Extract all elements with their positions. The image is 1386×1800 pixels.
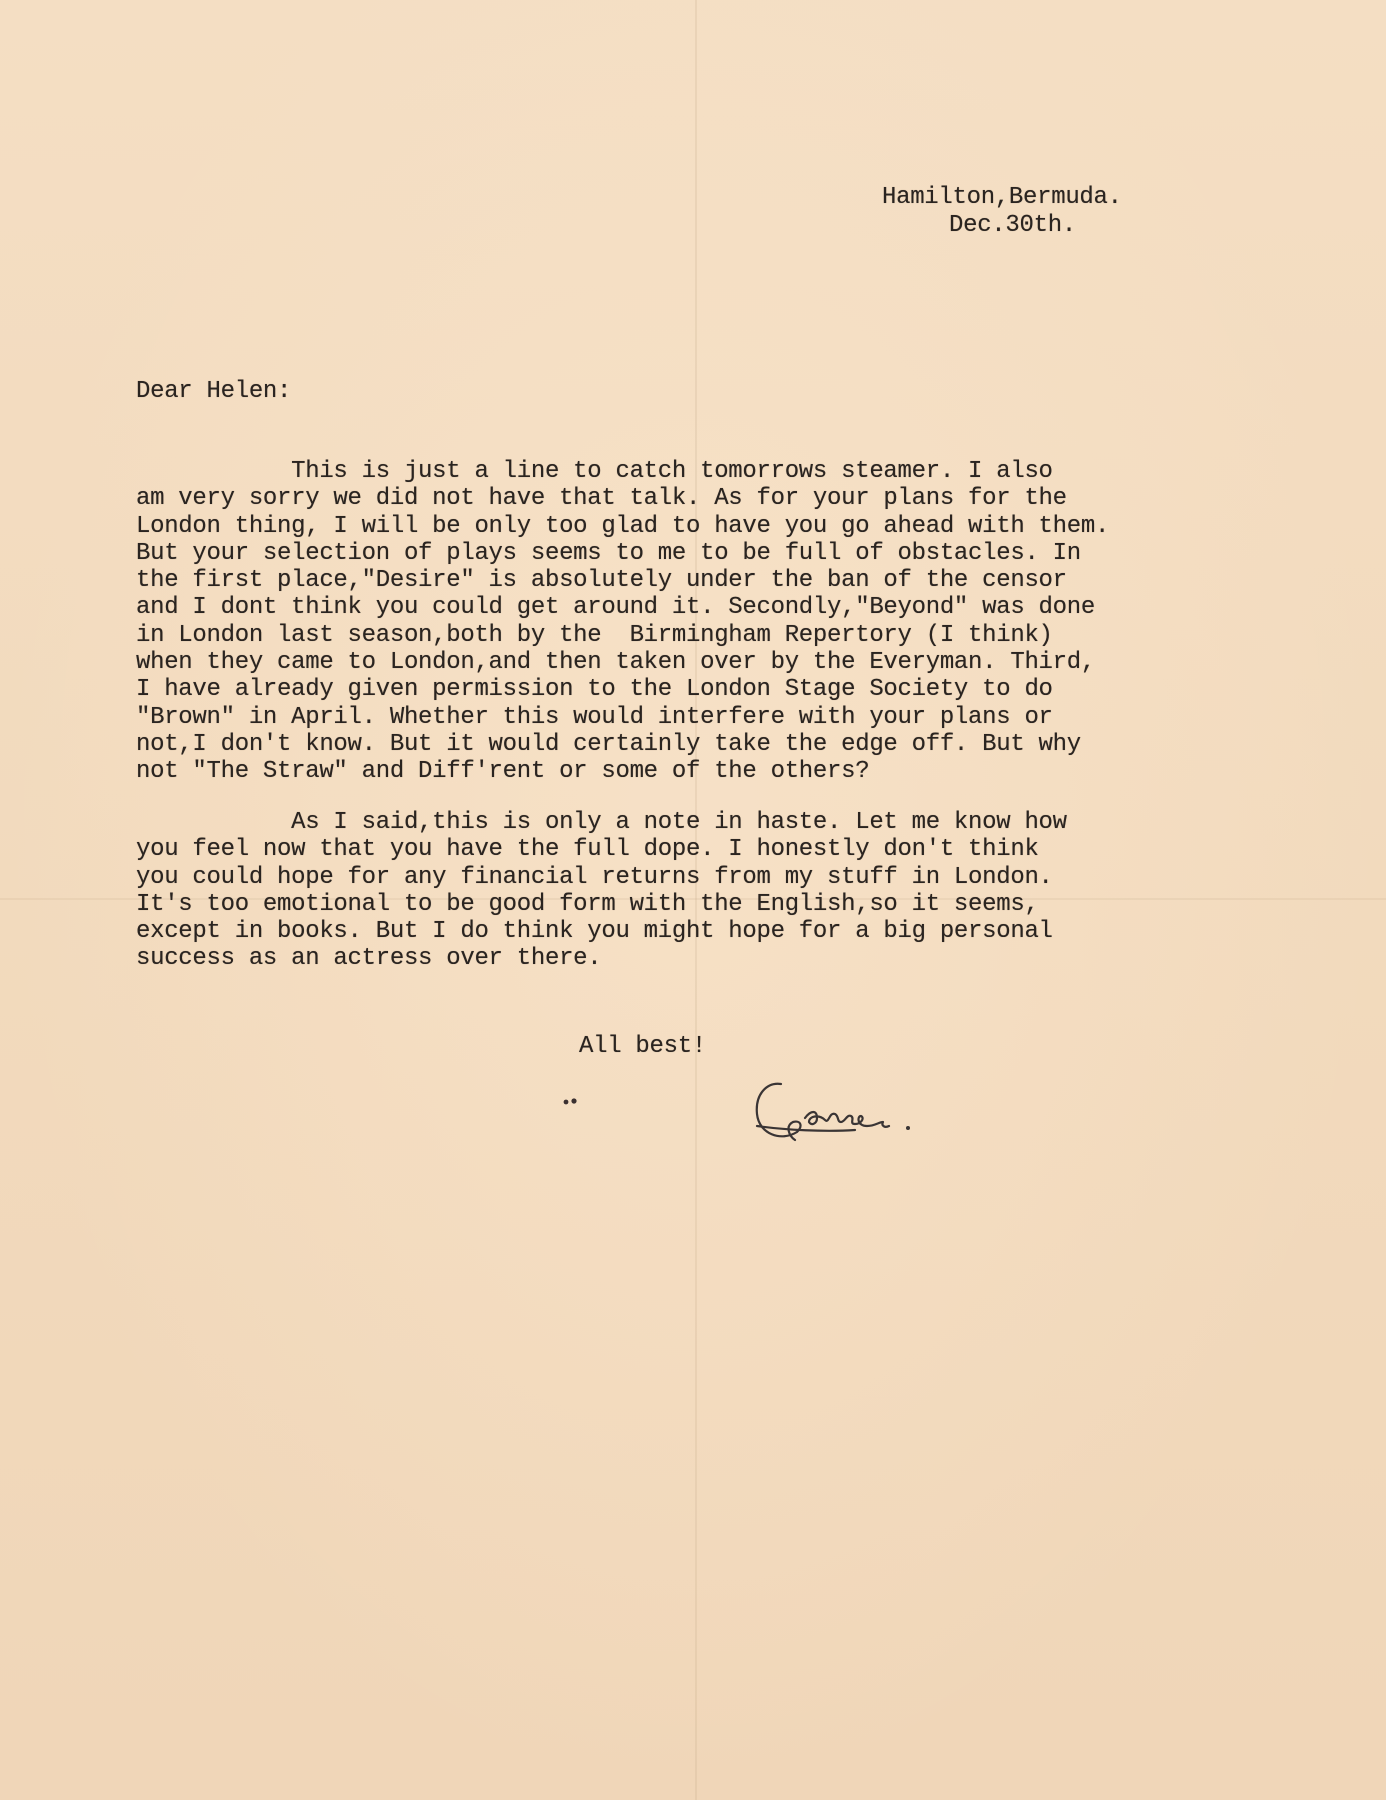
letter-salutation: Dear Helen: bbox=[136, 378, 292, 405]
letter-closing: All best! bbox=[579, 1033, 706, 1060]
stray-ink-mark bbox=[561, 1095, 581, 1107]
letter-paragraph-1: This is just a line to catch tomorrows steamer. I also am very sorry we did not have that talk. As for your plans for the London thing, I will be only too glad to have you go ahead with them. But your selection of plays seems to me to be full of obstacles. In the first place,"Desire" is absolutely under the ban of the censor and I dont think you could get around it. Secondly,"Beyond" was done in London last season,both by the Birmingham Repertory (I think) when they came to London,and then taken over by the Everyman. Third, I have already given permission to the London Stage Society to do "Brown" in April. Whether this would interfere with your plans or not,I don't know. But it would certainly take the edge off. But why not "The Straw" and Diff'rent or some of the others? bbox=[136, 458, 1110, 786]
letter-paragraph-2: As I said,this is only a note in haste. Let me know how you feel now that you have the full dope. I honestly don't think you could hope for any financial returns from my stuff in London. It's too emotional to be good form with the English,so it seems, except in books. But I do think you might hope for a big personal success as an actress over there. bbox=[136, 809, 1067, 973]
letter-place: Hamilton,Bermuda. bbox=[882, 184, 1122, 211]
handwritten-signature bbox=[745, 1070, 925, 1160]
letter-date: Dec.30th. bbox=[949, 212, 1076, 239]
